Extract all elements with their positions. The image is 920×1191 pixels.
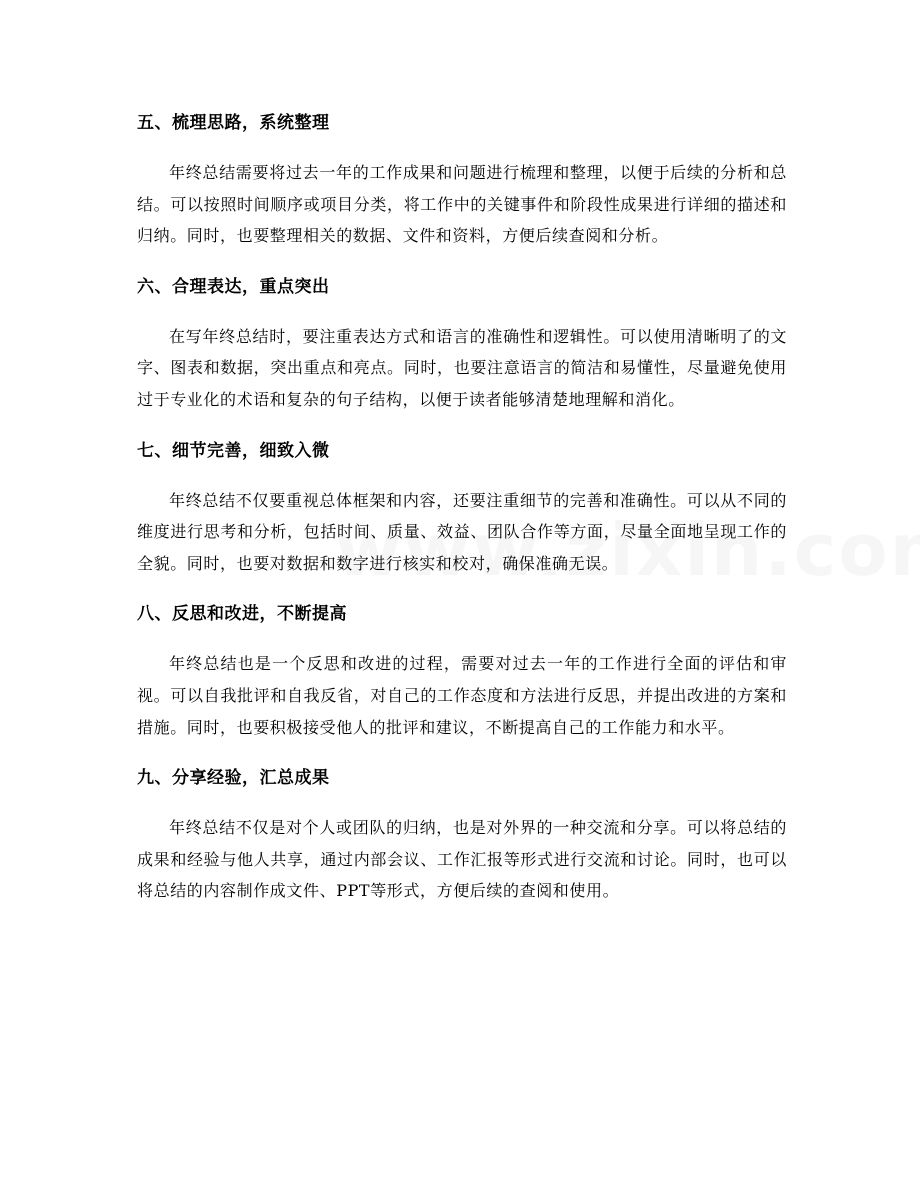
section-paragraph: 年终总结不仅要重视总体框架和内容，还要注重细节的完善和准确性。可以从不同的维度进行思考和分析，包括时间、质量、效益、团队合作等方面，尽量全面地呈现工作的全貌。同时，也要对数据和数字进行核实和校对，确保准确无误。 <box>137 490 787 573</box>
section-heading: 七、细节完善，细致入微 <box>137 440 330 461</box>
section-paragraph: 年终总结需要将过去一年的工作成果和问题进行梳理和整理，以便于后续的分析和总结。可以按照时间顺序或项目分类，将工作中的关键事件和阶段性成果进行详细的描述和归纳。同时，也要整理相关的数据、文件和资料，方便后续查阅和分析。 <box>137 163 787 246</box>
section-paragraph: 在写年终总结时，要注重表达方式和语言的准确性和逻辑性。可以使用清晰明了的文字、图表和数据，突出重点和亮点。同时，也要注意语言的简洁和易懂性，尽量避免使用过于专业化的术语和复杂的句子结构，以便于读者能够清楚地理解和消化。 <box>137 326 787 409</box>
section-paragraph: 年终总结不仅是对个人或团队的归纳，也是对外界的一种交流和分享。可以将总结的成果和经验与他人共享，通过内部会议、工作汇报等形式进行交流和讨论。同时，也可以将总结的内容制作成文件、PPT等形式，方便后续的查阅和使用。 <box>137 818 787 901</box>
section-heading: 九、分享经验，汇总成果 <box>137 768 330 789</box>
section-7 <box>137 433 787 580</box>
section-6 <box>137 269 787 416</box>
section-8 <box>137 596 787 743</box>
document-body <box>137 105 787 924</box>
section-heading: 六、合理表达，重点突出 <box>137 276 330 297</box>
section-heading: 八、反思和改进，不断提高 <box>137 604 347 625</box>
section-9 <box>137 760 787 907</box>
section-5 <box>137 105 787 252</box>
section-heading: 五、梳理思路，系统整理 <box>137 113 330 133</box>
section-paragraph: 年终总结也是一个反思和改进的过程，需要对过去一年的工作进行全面的评估和审视。可以自我批评和自我反省，对自己的工作态度和方法进行反思，并提出改进的方案和措施。同时，也要积极接受他人的批评和建议，不断提高自己的工作能力和水平。 <box>137 654 787 737</box>
